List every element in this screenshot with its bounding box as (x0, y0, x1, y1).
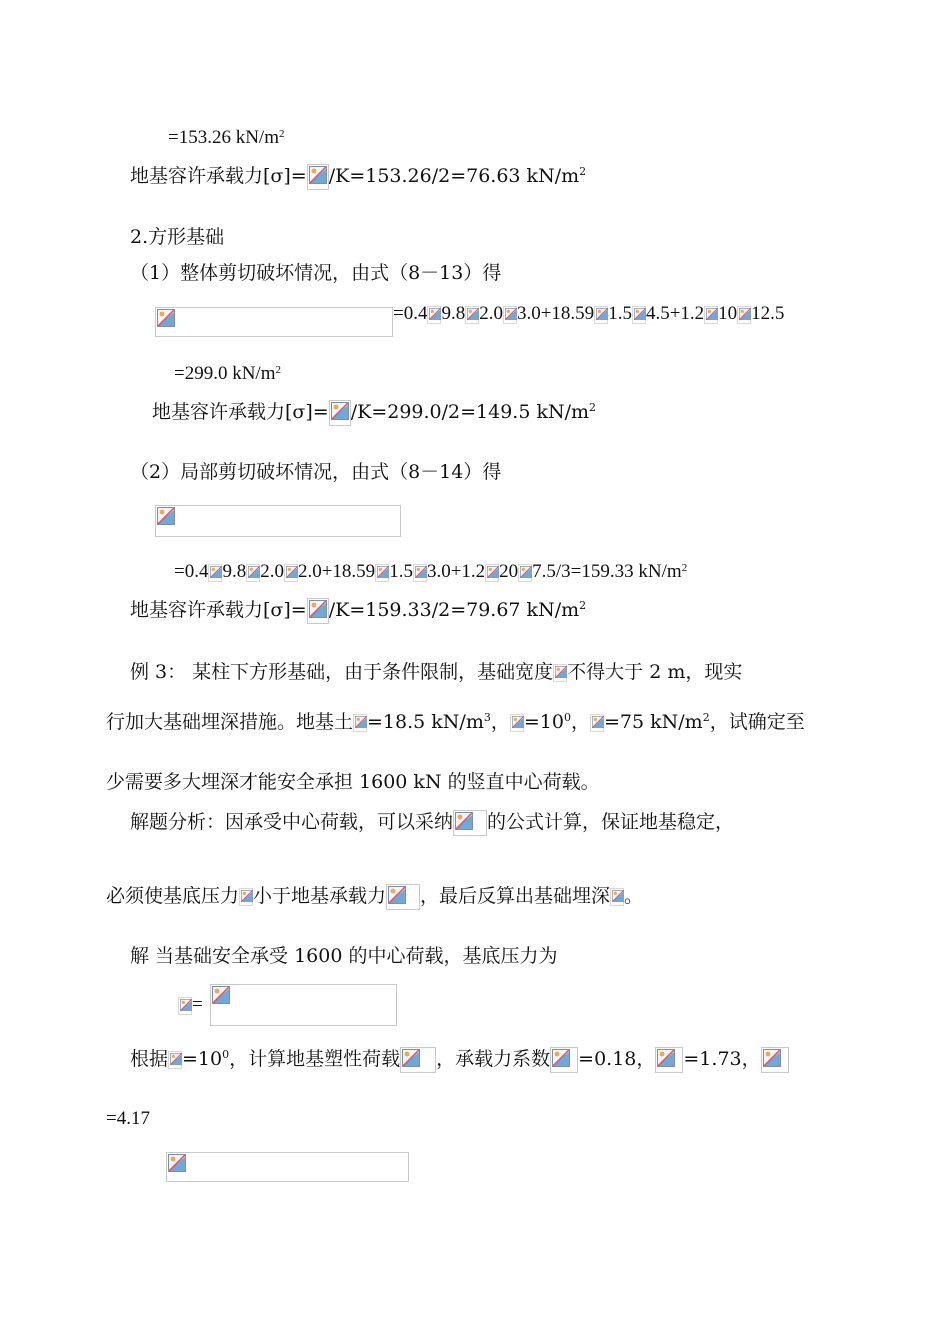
broken-image-icon (453, 810, 487, 836)
multiply-icon (413, 564, 427, 582)
multiply-icon (284, 564, 298, 582)
calc-line-local: =0.4 9.8 2.0 2.0+18.59 1.5 3.0+1.2 20 7.5/3=159.33 $kN/m^2$ (174, 561, 688, 582)
case-local-shear: （2）局部剪切破坏情况，由式（8－14）得 (130, 461, 502, 483)
pressure-symbol-icon (239, 888, 253, 906)
example3-line-1: 例 3： 某柱下方形基础，由于条件限制，基础宽度 不得大于 2 m，现实 (130, 661, 743, 683)
multiply-icon (737, 306, 751, 324)
result-text: =153.26 kN/m (168, 127, 279, 148)
plastic-load-symbol-icon (400, 1047, 436, 1073)
formula-image-placeholder (210, 984, 397, 1026)
cohesion-symbol-icon (590, 714, 604, 732)
gamma-symbol-icon (353, 714, 367, 732)
result-line-general: =299.0 $kN/m^2$ (174, 363, 281, 384)
factor-symbol-icon (655, 1047, 683, 1073)
multiply-icon (594, 306, 608, 324)
calc-line-general: =0.4 9.8 2.0 3.0+18.59 1.5 4.5+1.2 10 12.5 (393, 303, 785, 324)
multiply-icon (485, 564, 499, 582)
solution-equation: = (178, 993, 203, 1017)
bearing-capacity-symbol-icon (386, 884, 420, 910)
analysis-line-2: 必须使基底压力 小于地基承载力 ，最后反算出基础埋深 。 (106, 884, 643, 910)
broken-image-icon (307, 164, 329, 190)
broken-image-icon (307, 598, 329, 624)
phi-symbol-icon (510, 714, 524, 732)
formula-image-placeholder (155, 505, 401, 537)
multiply-icon (503, 306, 517, 324)
solution-line-3: =4.17 (106, 1108, 150, 1129)
factor-symbol-icon (761, 1047, 789, 1073)
example3-line-2: 行加大基础埋深措施。地基土 =18.5 $kN/m^3$， $=10^0$， =75 $kN/m^2$，试确定至 (106, 711, 805, 733)
result-line-square: =153.26 $kN/m^2$ (168, 127, 285, 148)
multiply-icon (208, 564, 222, 582)
formula-image-placeholder (155, 307, 393, 337)
allowable-bearing-line-3: 地基容许承载力[σ]= /K=159.33/2=79.67 $kN/m^2$ (130, 598, 586, 624)
example3-line-3: 少需要多大埋深才能安全承担 1600 kN 的竖直中心荷载。 (106, 771, 600, 793)
solution-line-1: 解 当基础安全承受 1600 的中心荷载，基底压力为 (130, 945, 558, 967)
multiply-icon (704, 306, 718, 324)
multiply-icon (632, 306, 646, 324)
formula-image-placeholder (166, 1152, 409, 1182)
multiply-icon (465, 306, 479, 324)
allowable-bearing-line-1: 地基容许承载力[σ]= /K=153.26/2=76.63 $kN/m^2$ (130, 164, 586, 190)
allowable-bearing-line-2: 地基容许承载力[σ]= /K=299.0/2=149.5 $kN/m^2$ (152, 400, 596, 426)
section-heading-square-foundation: 2.方形基础 (130, 226, 225, 248)
depth-symbol-icon (610, 888, 624, 906)
analysis-line-1: 解题分析：因承受中心荷载，可以采纳 的公式计算，保证地基稳定， (130, 810, 734, 836)
multiply-icon (518, 564, 532, 582)
broken-image-icon (553, 664, 567, 682)
pressure-symbol-icon (178, 997, 192, 1015)
phi-symbol-icon (168, 1051, 182, 1069)
multiply-icon (375, 564, 389, 582)
multiply-icon (427, 306, 441, 324)
factor-symbol-icon (550, 1047, 578, 1073)
broken-image-icon (329, 400, 351, 426)
case-general-shear: （1）整体剪切破坏情况，由式（8－13）得 (130, 262, 502, 284)
solution-line-2: 根据 $=10^0$，计算地基塑性荷载 ，承载力系数 =0.18， =1.73， (130, 1047, 789, 1073)
multiply-icon (246, 564, 260, 582)
